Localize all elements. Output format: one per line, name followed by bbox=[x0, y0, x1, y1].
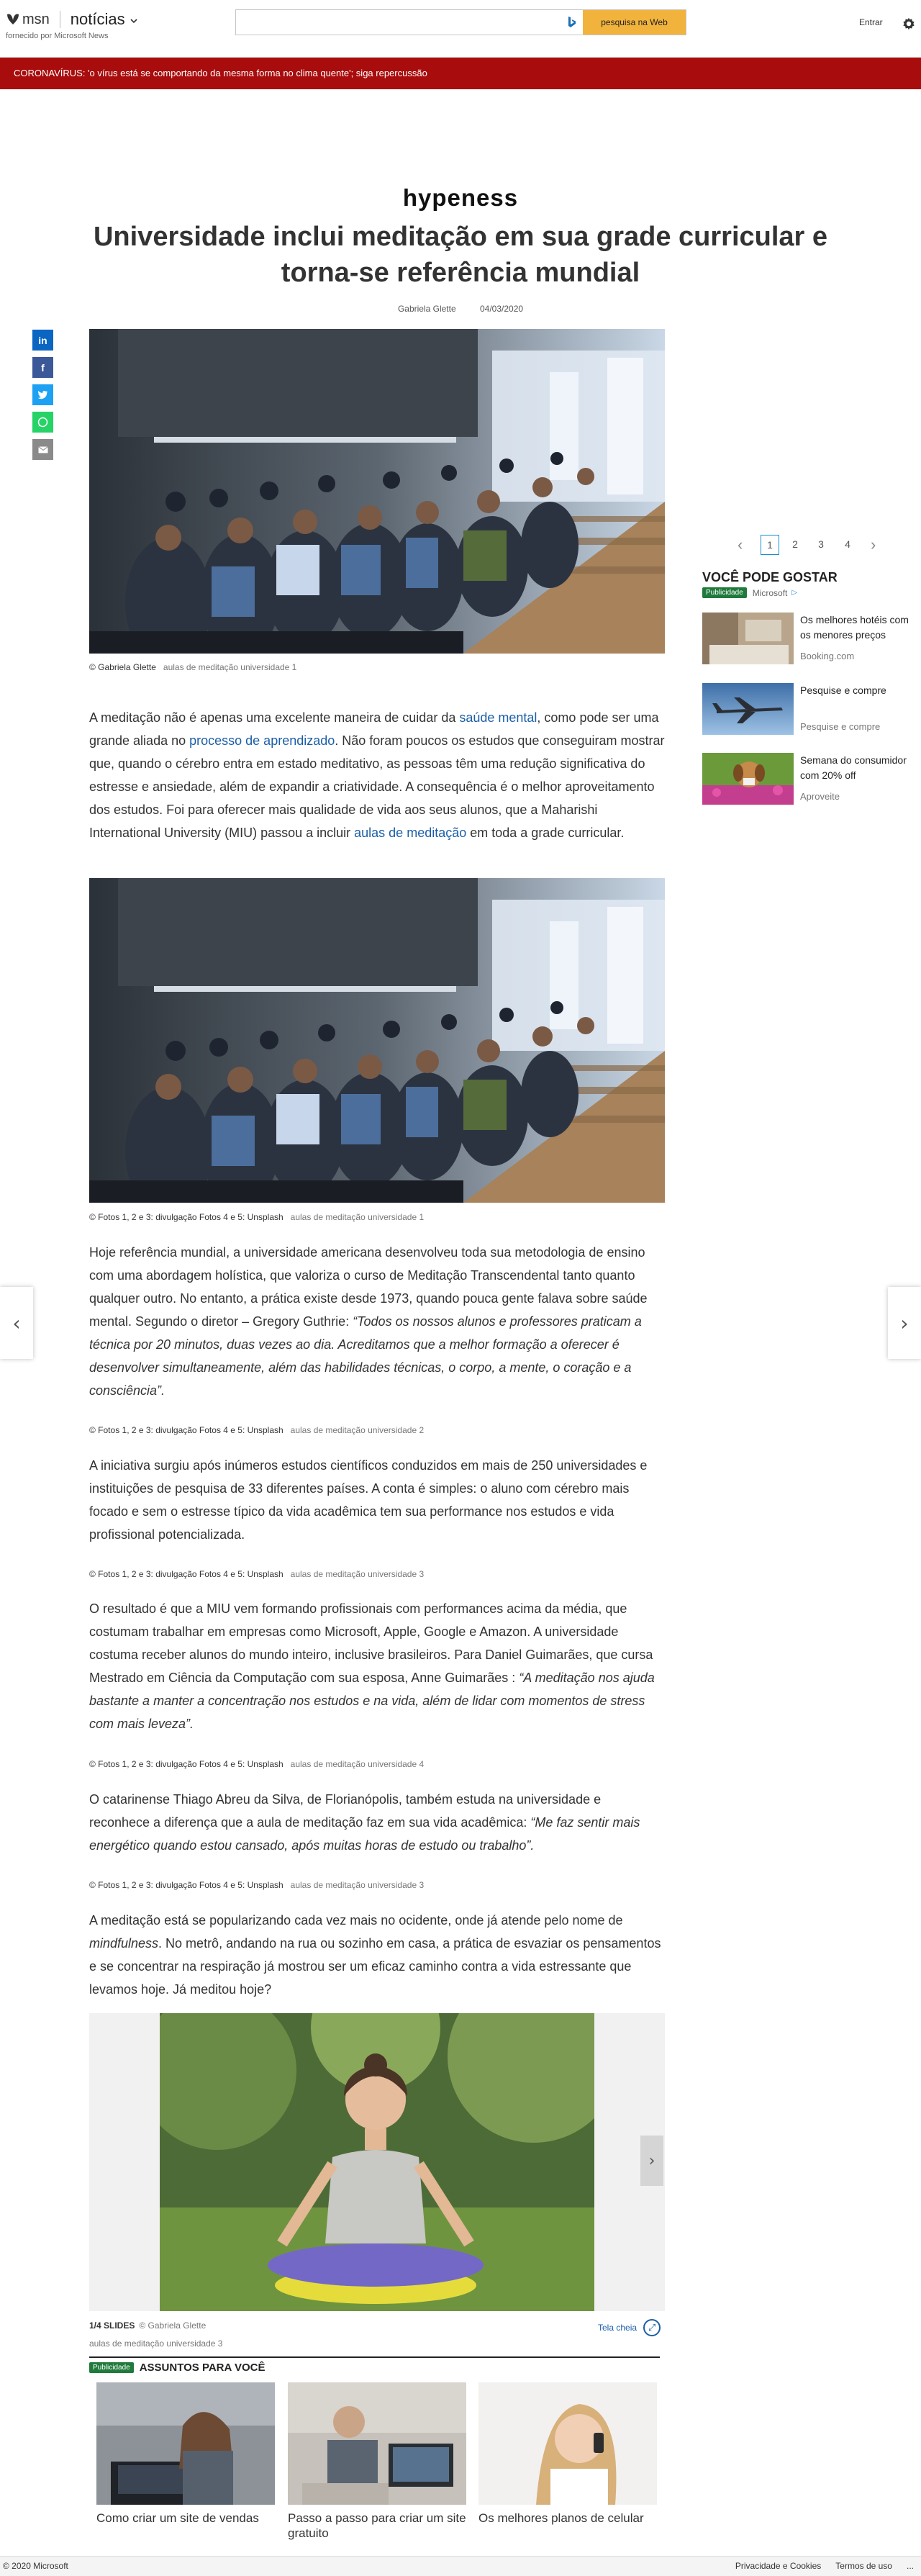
link-processo-aprendizado[interactable]: processo de aprendizado bbox=[189, 733, 335, 748]
rail-item-title[interactable]: Pesquise e compre bbox=[800, 684, 886, 696]
linkedin-icon[interactable]: in bbox=[32, 330, 53, 351]
link-aulas-meditacao[interactable]: aulas de meditação bbox=[354, 826, 467, 840]
text-span: Hoje referência mundial, a universidade americana desenvolveu toda sua metodologia de ensino com uma abordagem holística, que valoriza o curso de Meditação Transcendental tanto quanto qualquer outro. No entanto, a prática existe desde 1973, quando pouca gente falava sobre saúde mental. Segundo o diretor – Gregory Guthrie: bbox=[89, 1245, 648, 1329]
author: Gabriela Glette bbox=[397, 304, 456, 314]
twitter-icon[interactable] bbox=[32, 384, 53, 405]
gear-icon[interactable] bbox=[901, 16, 917, 32]
breaking-news-banner[interactable] bbox=[0, 58, 921, 89]
search-box bbox=[235, 9, 686, 35]
article-paragraph-2 bbox=[89, 1241, 665, 1402]
fullscreen-button[interactable] bbox=[598, 2319, 661, 2336]
quote-text: “A meditação nos ajuda bastante a manter a concentração nos estudos e na vida, além de lidar com momentos de stress com mais leveza”. bbox=[89, 1671, 655, 1731]
topic-label[interactable]: Passo a passo para criar um site gratuito bbox=[288, 2511, 466, 2540]
banner-text[interactable]: CORONAVÍRUS: 'o vírus está se comportando da mesma forma no clima quente'; siga repercussão bbox=[14, 68, 427, 78]
image-2-caption bbox=[89, 1212, 424, 1222]
fullscreen-icon[interactable]: ⤢ bbox=[643, 2319, 661, 2336]
signin-link[interactable]: Entrar bbox=[859, 17, 883, 27]
topics-divider bbox=[89, 2356, 660, 2358]
text-span: . No metrô, andando na rua ou sozinho em casa, a prática de esvaziar os pensamentos e se concentrar na respiração já mostrou ser um eficaz caminho contra a vida estressante que levamos hoje. Já meditou hoje? bbox=[89, 1936, 661, 1997]
bing-icon bbox=[561, 10, 583, 35]
rail-item-title[interactable]: Semana do consumidor com 20% off bbox=[800, 754, 907, 781]
image-credit: © Fotos 1, 2 e 3: divulgação Fotos 4 e 5: Unsplash bbox=[89, 1212, 283, 1222]
prev-article-button[interactable]: ‹ bbox=[0, 1287, 33, 1359]
article-paragraph-1 bbox=[89, 706, 665, 844]
article-paragraph-6 bbox=[89, 1909, 665, 2001]
msn-logo[interactable] bbox=[6, 10, 137, 29]
ad-badge: Publicidade bbox=[89, 2362, 134, 2373]
rail-item-source: Booking.com bbox=[800, 651, 855, 661]
msn-butterfly-icon bbox=[6, 12, 20, 27]
pager-page[interactable]: 2 bbox=[792, 538, 798, 550]
adchoices-icon[interactable]: ▷ bbox=[791, 589, 798, 597]
rail-pager bbox=[738, 534, 885, 559]
rail-thumb[interactable] bbox=[702, 613, 794, 664]
copyright: © 2020 Microsoft bbox=[3, 2561, 68, 2571]
topic-image[interactable] bbox=[288, 2382, 466, 2505]
credit-line-6 bbox=[89, 1880, 424, 1890]
ad-badge: Publicidade bbox=[702, 587, 747, 598]
text-span: A meditação não é apenas uma excelente maneira de cuidar da bbox=[89, 710, 460, 725]
topic-image[interactable] bbox=[478, 2382, 657, 2505]
pager-page[interactable]: 1 bbox=[761, 535, 779, 555]
slideshow[interactable] bbox=[89, 2013, 665, 2311]
image-caption-text: aulas de meditação universidade 1 bbox=[163, 662, 297, 672]
facebook-icon[interactable]: f bbox=[32, 357, 53, 378]
link-saude-mental[interactable]: saúde mental bbox=[459, 710, 537, 725]
rail-item-source: Pesquise e compre bbox=[800, 721, 881, 732]
topic-card[interactable] bbox=[96, 2382, 275, 2526]
image-credit: © Fotos 1, 2 e 3: divulgação Fotos 4 e 5: Unsplash bbox=[89, 1880, 283, 1890]
quote-text: “Me faz sentir mais energético quando estou cansado, após muitas horas de estudo ou trabalho”. bbox=[89, 1815, 640, 1853]
credit-line-4 bbox=[89, 1569, 424, 1579]
article-image-1[interactable] bbox=[89, 329, 665, 654]
text-span: O catarinense Thiago Abreu da Silva, de Florianópolis, também estuda na universidade e reconhece a diferença que a aula de meditação faz em sua vida acadêmica: bbox=[89, 1792, 602, 1830]
quote-text: “Todos os nossos alunos e professores praticam a técnica por 20 minutos, duas vezes ao dia. Acreditamos que a melhor formação a oferecer é desenvolver simultaneamente, além das habilidades técnicas, o corpo, a mente, o coração e a consciência”. bbox=[89, 1314, 642, 1398]
credit-line-5 bbox=[89, 1759, 424, 1769]
slide-meta bbox=[89, 2320, 206, 2331]
rail-title: VOCÊ PODE GOSTAR bbox=[702, 570, 838, 584]
search-input[interactable] bbox=[236, 10, 561, 35]
credit-line-3 bbox=[89, 1425, 424, 1435]
slide-credit: © Gabriela Glette bbox=[139, 2320, 207, 2331]
publisher-logo[interactable]: hypeness bbox=[402, 184, 519, 211]
rail-thumb[interactable] bbox=[702, 753, 794, 805]
topics-title: ASSUNTOS PARA VOCÊ bbox=[139, 2362, 266, 2374]
rail-item[interactable] bbox=[702, 613, 918, 667]
image-credit: © Fotos 1, 2 e 3: divulgação Fotos 4 e 5: Unsplash bbox=[89, 1569, 283, 1579]
topic-image[interactable] bbox=[96, 2382, 275, 2505]
topic-card[interactable] bbox=[478, 2382, 657, 2526]
topic-label[interactable]: Como criar um site de vendas bbox=[96, 2511, 259, 2525]
text-span: , como pode ser uma grande aliada no bbox=[89, 710, 659, 748]
image-caption-text: aulas de meditação universidade 3 bbox=[290, 1880, 425, 1890]
pager-page[interactable]: 4 bbox=[845, 538, 850, 550]
image-1-caption bbox=[89, 662, 296, 672]
text-span: . Não foram poucos os estudos que conseguiram mostrar que, quando o cérebro entra em estado meditativo, as pessoas têm uma redução significativa do estresse e ansiedade, além de expandir a criatividade. A consequência é o melhor aproveitamento dos estudos. Foi para oferecer mais qualidade de vida aos seus alunos, que a Maharishi International University (MIU) passou a incluir bbox=[89, 733, 665, 840]
more-link[interactable]: ... bbox=[906, 2561, 914, 2571]
footer bbox=[0, 2556, 921, 2576]
image-caption-text: aulas de meditação universidade 2 bbox=[290, 1425, 425, 1435]
web-search-button[interactable]: pesquisa na Web bbox=[583, 10, 686, 35]
rail-item[interactable] bbox=[702, 683, 918, 738]
slide-next-button[interactable]: › bbox=[640, 2136, 663, 2186]
footer-links bbox=[735, 2561, 914, 2571]
image-caption-text: aulas de meditação universidade 4 bbox=[290, 1759, 425, 1769]
article-image-2[interactable] bbox=[89, 878, 665, 1203]
topic-card[interactable] bbox=[288, 2382, 466, 2541]
chevron-down-icon[interactable] bbox=[130, 17, 137, 24]
terms-link[interactable]: Termos de uso bbox=[835, 2561, 892, 2571]
rail-ad-line bbox=[702, 587, 797, 598]
pager-prev-icon[interactable]: ‹ bbox=[738, 535, 743, 553]
image-credit: © Gabriela Glette bbox=[89, 662, 156, 672]
text-span: em toda a grade curricular. bbox=[466, 826, 625, 840]
logo-text: msn bbox=[22, 11, 50, 27]
image-caption-text: aulas de meditação universidade 3 bbox=[290, 1569, 425, 1579]
powered-by: fornecido por Microsoft News bbox=[6, 32, 109, 40]
publish-date: 04/03/2020 bbox=[480, 304, 524, 314]
fullscreen-label[interactable]: Tela cheia bbox=[598, 2323, 638, 2333]
article-meta bbox=[0, 304, 921, 314]
topics-header bbox=[89, 2362, 265, 2374]
image-credit: © Fotos 1, 2 e 3: divulgação Fotos 4 e 5: Unsplash bbox=[89, 1759, 283, 1769]
privacy-link[interactable]: Privacidade e Cookies bbox=[735, 2561, 822, 2571]
text-span: A meditação está se popularizando cada vez mais no ocidente, onde já atende pelo nome de bbox=[89, 1913, 623, 1928]
section-dropdown[interactable]: notícias bbox=[70, 10, 125, 28]
article-title: Universidade inclui meditação em sua grade curricular e torna-se referência mundial bbox=[93, 222, 828, 288]
article-paragraph-4 bbox=[89, 1597, 665, 1735]
article-paragraph-3: A iniciativa surgiu após inúmeros estudos científicos conduzidos em mais de 250 universidades e instituições de pesquisa de 33 diferentes países. A conta é simples: o aluno com cérebro mais focado e sem o estresse típico da vida acadêmica tem sua performance nos estudos e vida profissional potencializada. bbox=[89, 1458, 648, 1542]
article-paragraph-5 bbox=[89, 1788, 665, 1857]
whatsapp-icon[interactable] bbox=[32, 412, 53, 433]
topic-label[interactable]: Os melhores planos de celular bbox=[478, 2511, 644, 2525]
emphasis-text: mindfulness bbox=[89, 1936, 159, 1951]
rail-thumb[interactable] bbox=[702, 683, 794, 735]
rail-item-source: Aproveite bbox=[800, 791, 840, 802]
email-icon[interactable] bbox=[32, 439, 53, 460]
rail-item[interactable] bbox=[702, 753, 918, 808]
pager-page[interactable]: 3 bbox=[818, 538, 824, 550]
share-rail bbox=[32, 330, 53, 466]
next-article-button[interactable]: › bbox=[888, 1287, 921, 1359]
ad-sponsor: Microsoft bbox=[752, 587, 788, 598]
top-header bbox=[0, 0, 921, 58]
text-span: O resultado é que a MIU vem formando profissionais com performances acima da média, que costumam trabalhar em empresas como Microsoft, Apple, Google e Amazon. A universidade costuma receber alunos do mundo inteiro, inclusive brasileiros. Para Daniel Guimarães, que cursa Mestrado em Ciência da Computação com sua esposa, Anne Guimarães : bbox=[89, 1601, 653, 1685]
slide-caption: aulas de meditação universidade 3 bbox=[89, 2338, 223, 2349]
image-credit: © Fotos 1, 2 e 3: divulgação Fotos 4 e 5: Unsplash bbox=[89, 1425, 283, 1435]
rail-item-title[interactable]: Os melhores hotéis com os menores preços bbox=[800, 614, 909, 641]
pager-next-icon[interactable]: › bbox=[871, 535, 876, 553]
image-caption-text: aulas de meditação universidade 1 bbox=[290, 1212, 425, 1222]
slide-image[interactable] bbox=[160, 2013, 594, 2311]
slide-counter: 1/4 SLIDES bbox=[89, 2320, 135, 2331]
